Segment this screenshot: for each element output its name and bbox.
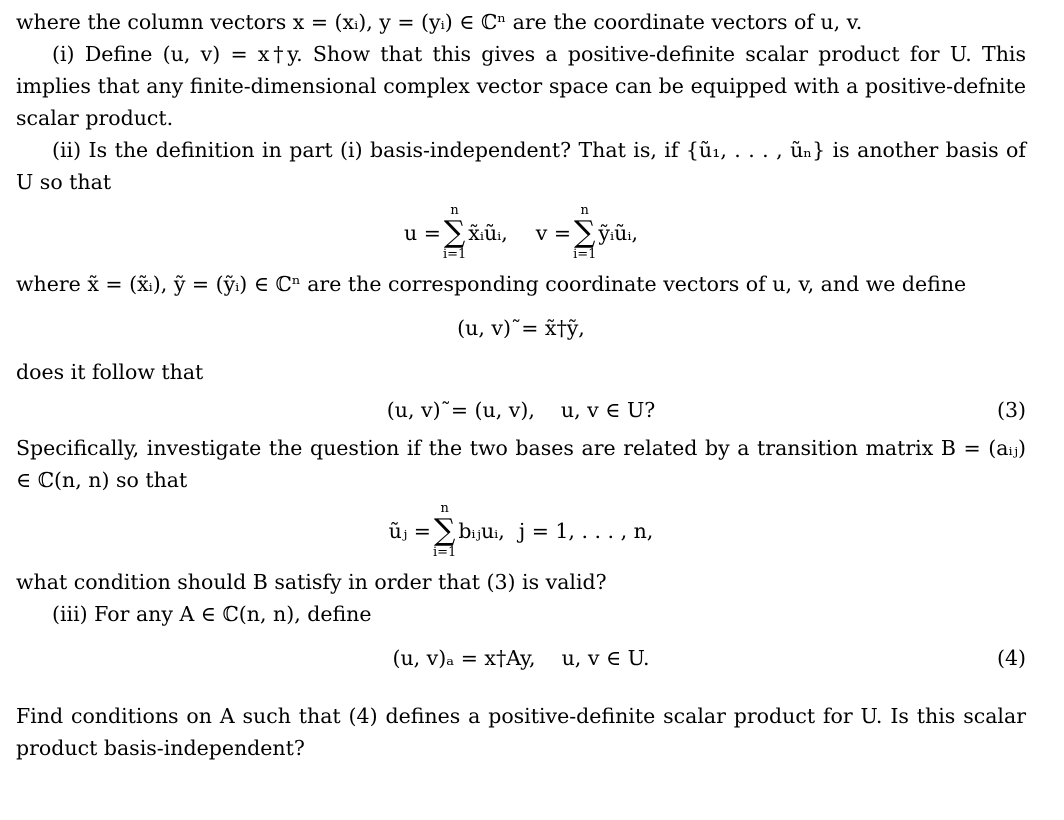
equation-number-4: (4) xyxy=(996,646,1026,670)
eq-tilde-product: (u, v)˜= x̃†ỹ, xyxy=(457,316,585,340)
eq-v-lhs: v = xyxy=(535,221,572,245)
display-transition-equation xyxy=(16,496,1026,566)
sigma-icon: ∑ xyxy=(443,215,466,250)
eq-u-term: x̃ᵢũᵢ, xyxy=(468,221,508,245)
text-line-does-it-follow: does it follow that xyxy=(16,360,204,384)
eq-trans-term: bᵢⱼuᵢ, xyxy=(458,519,505,543)
part-iii-paragraph: (iii) For any A ∈ ℂ(n, n), define xyxy=(52,602,372,626)
equation-number-3: (3) xyxy=(996,398,1026,422)
sigma-icon: ∑ xyxy=(574,215,596,250)
display-sum-equations xyxy=(16,198,1026,268)
part-i-paragraph: (i) Define (u, v) = x†y. Show that this gives a positive-definite scalar product for U. This implies that any finite-dimensional complex vector space can be equipped with a positive-defnite scalar product. xyxy=(16,42,1026,130)
part-ii-paragraph: (ii) Is the definition in part (i) basis-independent? That is, if {ũ₁, . . . , ũₙ} is another basis of U so that xyxy=(16,138,1026,194)
sigma-icon: ∑ xyxy=(433,513,456,548)
summation-symbol xyxy=(433,502,456,560)
eq-trans-lhs: ũⱼ = xyxy=(388,519,431,543)
document-page xyxy=(16,6,1026,764)
text-line-corresponding-vectors: where x̃ = (x̃ᵢ), ỹ = (ỹᵢ) ∈ ℂⁿ are the corresponding coordinate vectors of u, v, and we define xyxy=(16,272,967,296)
sum-lower-limit: i=1 xyxy=(573,247,597,262)
sum-lower-limit: i=1 xyxy=(442,247,467,262)
sum-upper-limit: n xyxy=(440,501,449,516)
summation-symbol xyxy=(573,204,596,262)
sum-upper-limit: n xyxy=(580,203,589,218)
summation-symbol xyxy=(443,204,466,262)
eq-u-lhs: u = xyxy=(404,221,441,245)
display-equation-4 xyxy=(16,630,1026,686)
text-line-transition-matrix: Specifically, investigate the question if the two bases are related by a transition matrix B = (aᵢⱼ) ∈ ℂ(n, n) so that xyxy=(16,436,1026,492)
eq-3: (u, v)˜= (u, v), u, v ∈ U? xyxy=(386,398,656,422)
eq-trans-tail: j = 1, . . . , n, xyxy=(518,519,654,543)
eq-v-term: ỹᵢũᵢ, xyxy=(598,221,638,245)
display-equation-3 xyxy=(16,388,1026,432)
text-line-condition-B: what condition should B satisfy in order that (3) is valid? xyxy=(16,570,607,594)
sum-upper-limit: n xyxy=(450,203,459,218)
display-tilde-product xyxy=(16,300,1026,356)
sum-lower-limit: i=1 xyxy=(432,545,457,560)
eq-4: (u, v)ₐ = x†Ay, u, v ∈ U. xyxy=(392,646,650,670)
text-line-coordinate-vectors: where the column vectors x = (xᵢ), y = (yᵢ) ∈ ℂⁿ are the coordinate vectors of u, v. xyxy=(16,10,863,34)
text-line-find-conditions: Find conditions on A such that (4) defines a positive-definite scalar product for U. Is this scalar product basis-independent? xyxy=(16,704,1026,760)
